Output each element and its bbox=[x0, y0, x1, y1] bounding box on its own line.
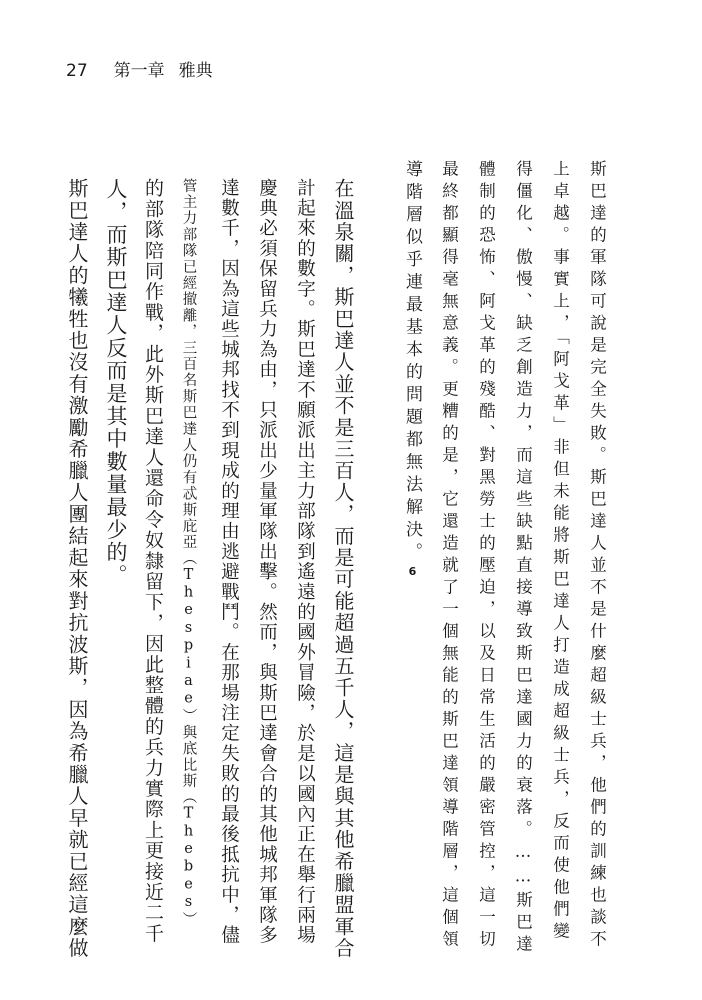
quote-line: 體制的恐怖、阿戈革的殘酷、對黑勞士的壓迫，以及日常生活的嚴密管控，這一切 bbox=[476, 160, 496, 952]
quote-line: 斯巴達的軍隊可說是完全失敗。斯巴達人並不是什麼超級士兵，他們的訓練也談不 bbox=[587, 160, 607, 952]
body-line: 的部隊陪同作戰，此外斯巴達人還命令奴隸留下，因此整體的兵力實際上更接近二千 bbox=[142, 178, 164, 944]
quote-line: 得僵化、傲慢、缺乏創造力，而這些缺點直接導致斯巴達國力的衰落。……斯巴達 bbox=[513, 160, 533, 957]
quote-line: 最終都顯得毫無意義。更糟的是，它還造就了一個無能的斯巴達領導階層，這個領 bbox=[439, 160, 459, 952]
page-number: 27 bbox=[66, 61, 88, 81]
body-line: 管主力部隊已經撤離，三百名斯巴達人仍有忒斯庇亞（Thespiae）與底比斯（Thebes） bbox=[180, 178, 197, 928]
footnote-marker: 6 bbox=[406, 565, 419, 578]
running-header bbox=[66, 56, 213, 81]
chapter-title: 雅典 bbox=[178, 61, 213, 81]
body-line: 斯巴達人的犧牲也沒有激勵希臘人團結起來對抗波斯，因為希臘人早就已經這麼做 bbox=[65, 178, 89, 960]
body-line: 在溫泉關，斯巴達人並不是三百人，而是可能超過五千人，這是與其他希臘盟軍合 bbox=[331, 178, 355, 960]
body-line: 計起來的數字。斯巴達不願派出主力部隊到遙遠的國外冒險，於是以國內正在舉行兩場 bbox=[294, 178, 316, 946]
quote-line bbox=[403, 160, 420, 578]
body-line: 人，而斯巴達人反而是其中數量最少的。 bbox=[104, 178, 128, 587]
chapter-label: 第一章 bbox=[113, 61, 165, 81]
quote-line-text: 導階層似乎連最基本的問題都無法解決。 bbox=[402, 160, 422, 565]
quote-line: 上卓越。事實上，「阿戈革」非但未能將斯巴達人打造成超級士兵，反而使他們變 bbox=[550, 160, 570, 944]
body-line: 慶典必須保留兵力為由，只派出少量軍隊出擊。然而，與斯巴達會合的其他城邦軍隊多 bbox=[256, 178, 278, 946]
body-line: 達數千，因為這些城邦找不到現成的理由逃避戰鬥。在那場注定失敗的最後抵抗中，儘 bbox=[218, 178, 240, 946]
